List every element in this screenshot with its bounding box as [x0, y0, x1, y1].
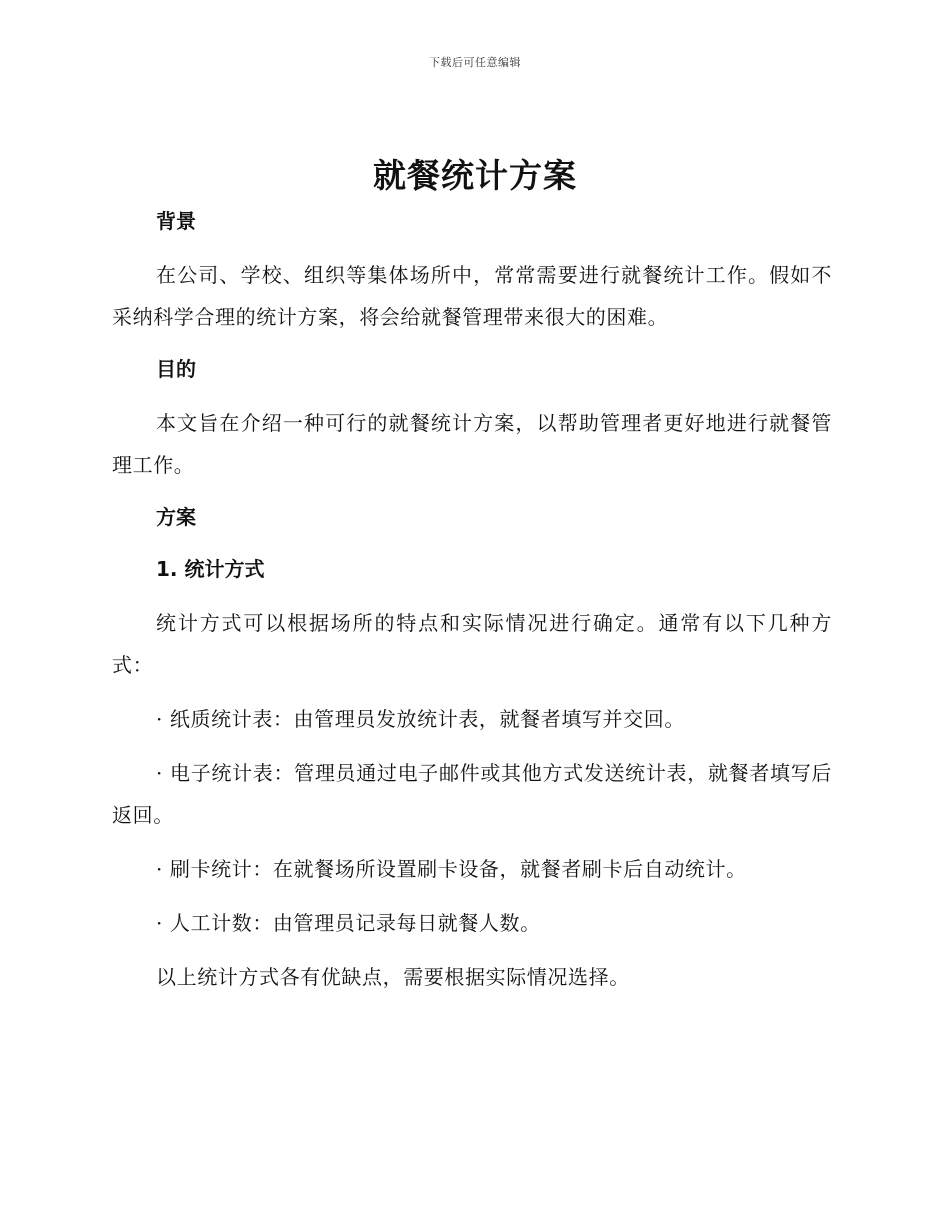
list-item-card-swipe: · 刷卡统计：在就餐场所设置刷卡设备，就餐者刷卡后自动统计。: [156, 857, 747, 881]
document-title: 就餐统计方案: [373, 156, 577, 195]
list-item-manual-count: · 人工计数：由管理员记录每日就餐人数。: [156, 911, 541, 935]
list-item-electronic-form: · 电子统计表：管理员通过电子邮件或其他方式发送统计表，就餐者填写后返回。: [112, 761, 832, 827]
section-heading-purpose: 目的: [156, 357, 196, 381]
page-header: 下载后可任意编辑: [429, 56, 521, 69]
list-item-paper-form: · 纸质统计表：由管理员发放统计表，就餐者填写并交回。: [156, 707, 685, 731]
paragraph-background: 在公司、学校、组织等集体场所中，常常需要进行就餐统计工作。假如不采纳科学合理的统计方案，将会给就餐管理带来很大的困难。: [112, 263, 832, 329]
document-body: [112, 202, 832, 1010]
paragraph-conclusion: 以上统计方式各有优缺点，需要根据实际情况选择。: [156, 965, 630, 989]
paragraph-method-intro: 统计方式可以根据场所的特点和实际情况进行确定。通常有以下几种方式：: [112, 611, 832, 677]
section-heading-method: 1. 统计方式: [156, 557, 265, 581]
section-heading-background: 背景: [156, 209, 196, 233]
section-heading-plan: 方案: [156, 505, 196, 529]
paragraph-purpose: 本文旨在介绍一种可行的就餐统计方案，以帮助管理者更好地进行就餐管理工作。: [112, 411, 832, 477]
